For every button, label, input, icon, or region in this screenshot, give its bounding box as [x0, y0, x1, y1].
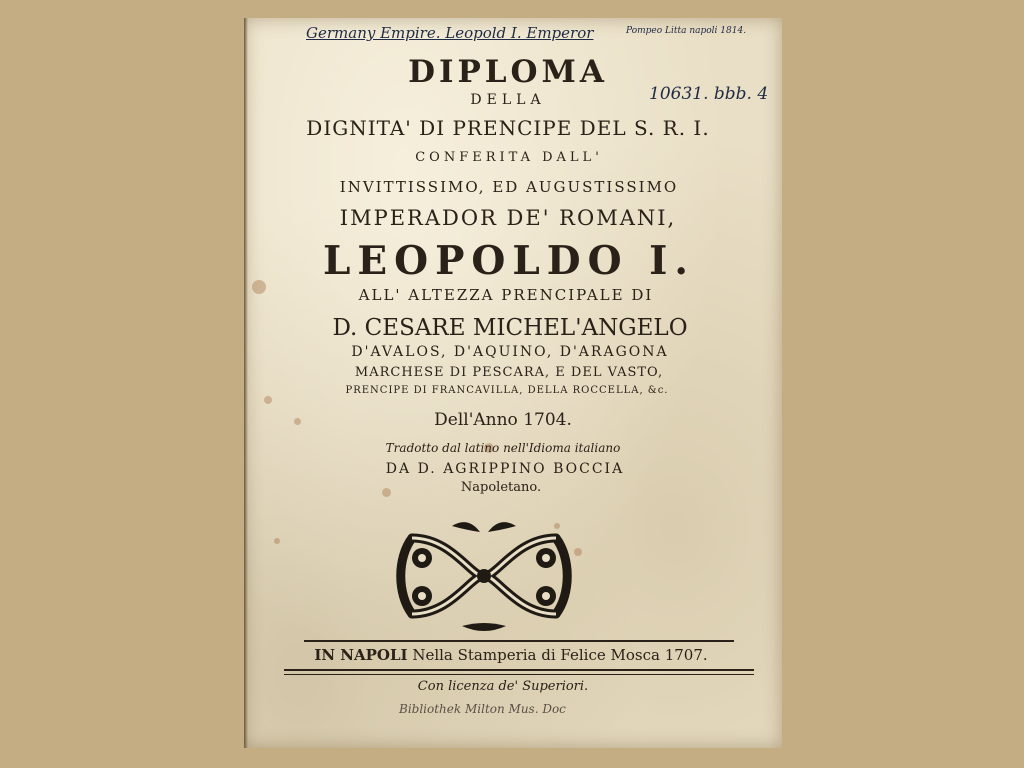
title-imperador: IMPERADOR DE' ROMANI,: [339, 206, 677, 230]
imprint-place: IN NAPOLI: [314, 646, 408, 664]
foxing-spot: [274, 538, 280, 544]
title-dignita: DIGNITA' DI PRENCIPE DEL S. R. I.: [306, 116, 710, 140]
imprint-printer: Nella Stamperia di Felice Mosca 1707.: [412, 646, 708, 664]
imprint-line: [244, 646, 782, 664]
title-cesare: D. CESARE MICHEL'ANGELO: [332, 315, 688, 341]
year-line: Dell'Anno 1704.: [434, 410, 572, 430]
title-marchese: MARCHESE DI PESCARA, E DEL VASTO,: [354, 365, 664, 380]
title-della: DELLA: [470, 92, 546, 108]
printer-ornament-icon: [392, 518, 576, 634]
license-line: Con licenza de' Superiori.: [417, 679, 589, 694]
title-page: [244, 18, 782, 748]
translator-line: DA D. AGRIPPINO BOCCIA: [385, 461, 625, 477]
handwritten-provenance-note: Pompeo Litta napoli 1814.: [626, 26, 747, 36]
foxing-spot: [264, 396, 272, 404]
handwritten-signature: Bibliothek Milton Mus. Doc: [399, 702, 566, 716]
imprint-bottom-rule: [284, 669, 754, 671]
title-davalos: D'AVALOS, D'AQUINO, D'ARAGONA: [351, 344, 669, 360]
imprint-bottom-rule-thin: [284, 674, 754, 675]
handwritten-shelfmark: 10631. bbb. 4: [649, 84, 769, 104]
translator-origin: Napoletano.: [460, 480, 542, 495]
handwritten-subject-note: Germany Empire. Leopold I. Emperor: [306, 24, 594, 42]
title-prencipe: PRENCIPE DI FRANCAVILLA, DELLA ROCCELLA, &c.: [345, 385, 669, 396]
title-conferita: CONFERITA DALL': [415, 150, 603, 165]
title-leopoldo: LEOPOLDO I.: [322, 238, 696, 284]
title-invittissimo: INVITTISSIMO, ED AUGUSTISSIMO: [339, 178, 679, 196]
imprint-top-rule: [304, 640, 734, 642]
translation-line: Tradotto dal latino nell'Idioma italiano: [385, 441, 621, 455]
title-altezza: ALL' ALTEZZA PRENCIPALE DI: [358, 286, 654, 304]
title-diploma: DIPLOMA: [408, 54, 608, 90]
